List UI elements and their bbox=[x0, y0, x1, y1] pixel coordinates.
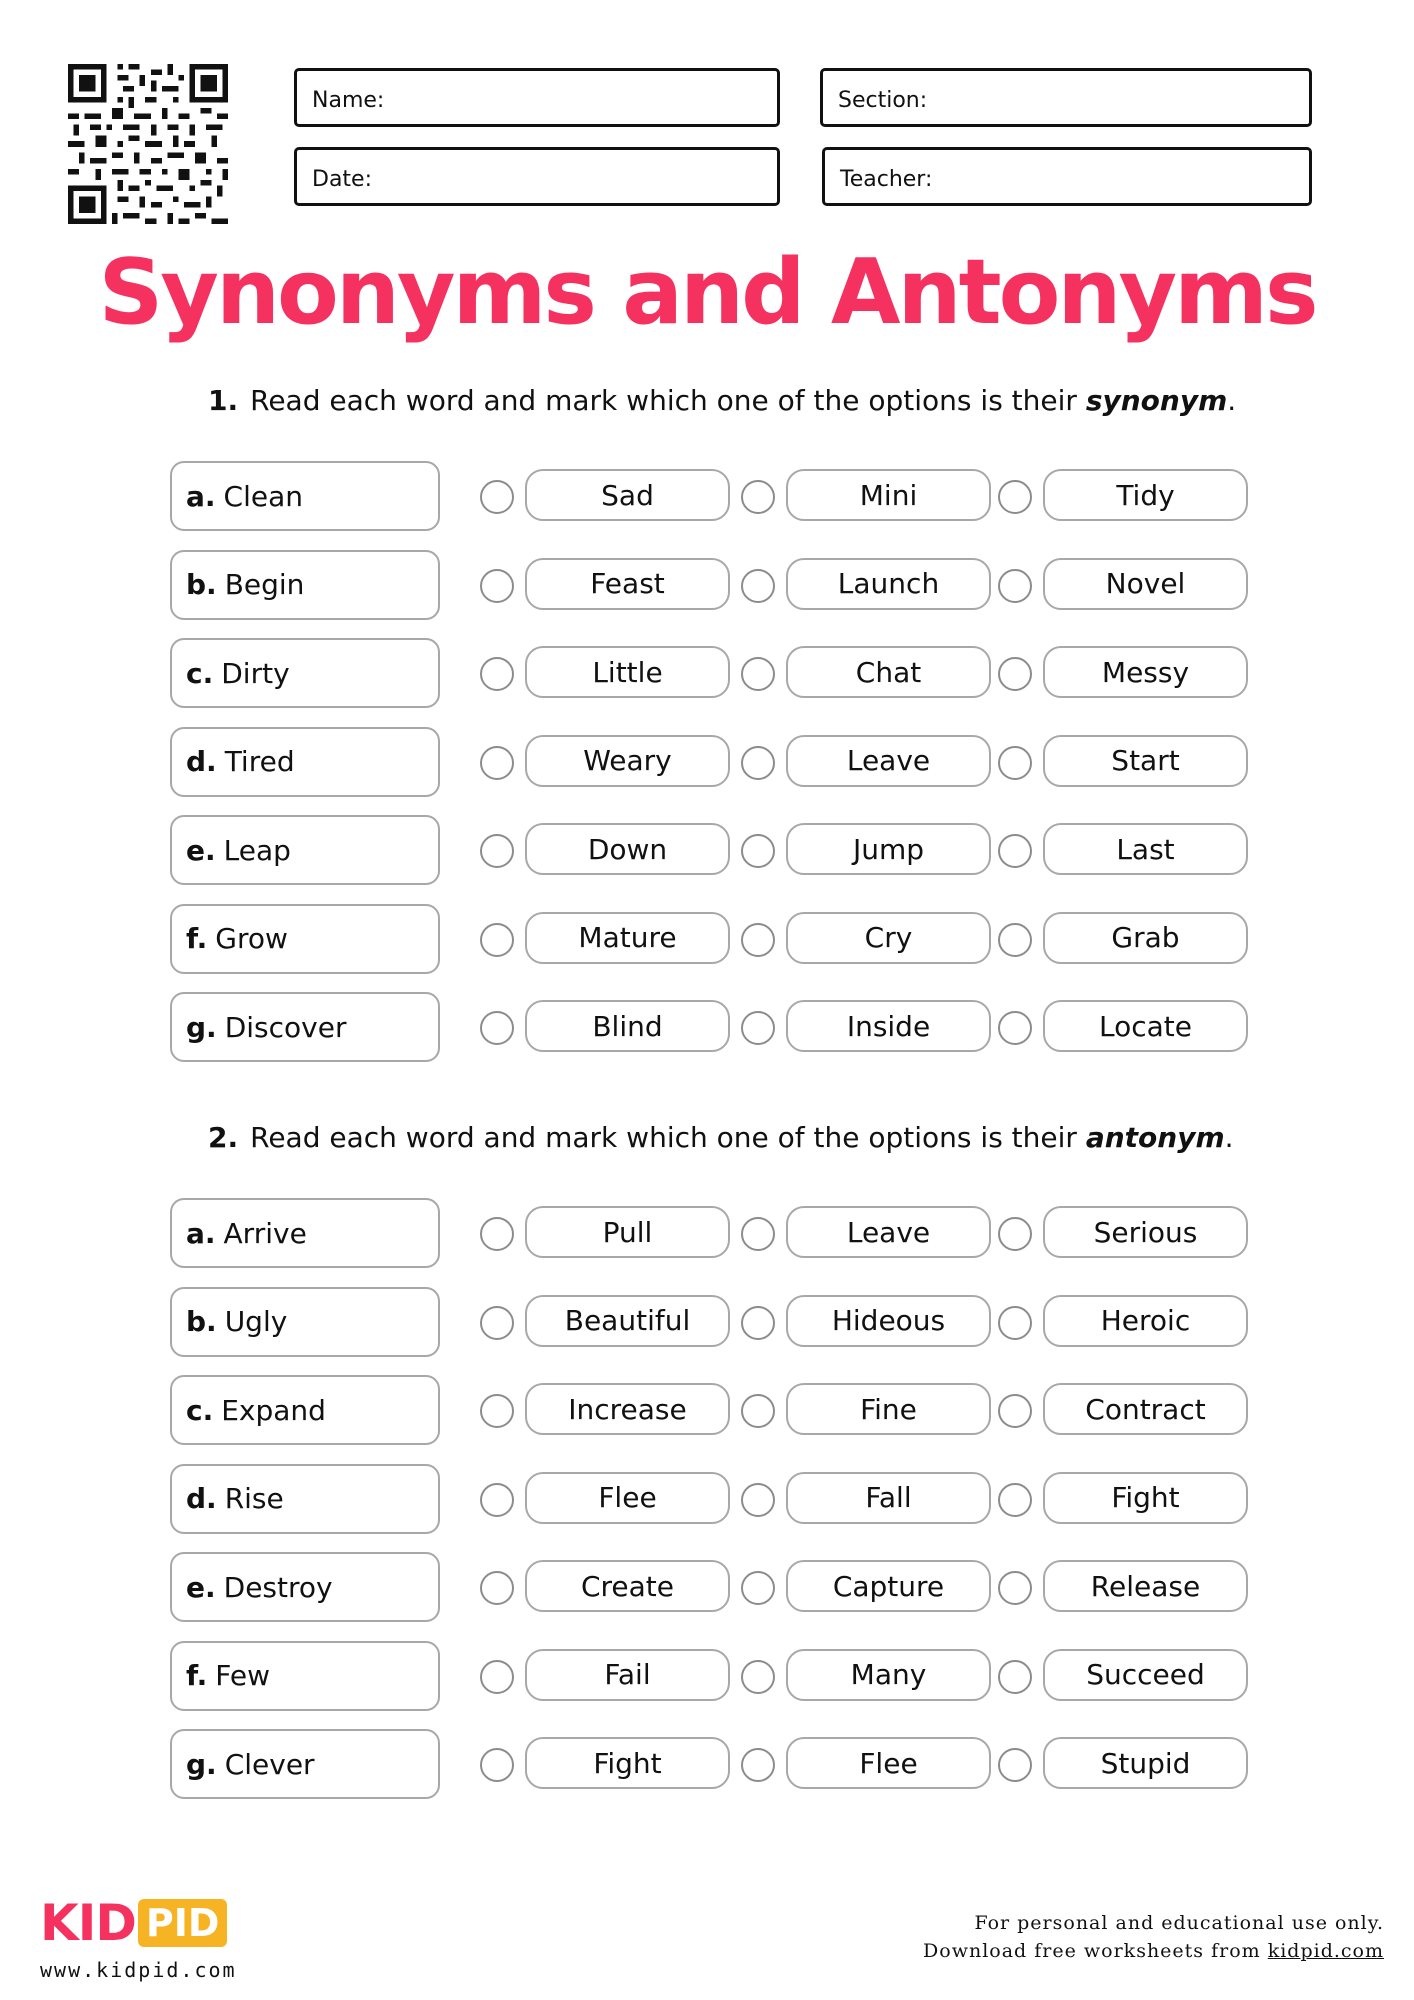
page-title: Synonyms and Antonyms bbox=[98, 240, 1316, 345]
question-word-box bbox=[170, 461, 440, 531]
question-letter: e. bbox=[186, 1570, 216, 1604]
option-box[interactable]: Capture bbox=[786, 1560, 991, 1612]
option-box[interactable]: Many bbox=[786, 1649, 991, 1701]
question-letter: d. bbox=[186, 1482, 217, 1515]
option-box[interactable]: Succeed bbox=[1043, 1649, 1248, 1701]
radio-circle-icon[interactable] bbox=[480, 569, 514, 603]
question-word-box bbox=[170, 1287, 440, 1357]
option-box[interactable]: Launch bbox=[786, 558, 991, 610]
question-word-box bbox=[170, 1464, 440, 1534]
question-letter: b. bbox=[186, 1305, 217, 1338]
question-word: Clean bbox=[223, 479, 303, 513]
radio-circle-icon[interactable] bbox=[480, 1748, 514, 1782]
question-word: Destroy bbox=[223, 1570, 333, 1604]
question-word: Few bbox=[215, 1659, 270, 1692]
option-box[interactable]: Beautiful bbox=[525, 1295, 730, 1347]
question-row bbox=[0, 461, 1414, 531]
question-row bbox=[0, 727, 1414, 797]
radio-circle-icon[interactable] bbox=[998, 1394, 1032, 1428]
option-box[interactable]: Flee bbox=[786, 1737, 991, 1789]
radio-circle-icon[interactable] bbox=[480, 657, 514, 691]
radio-circle-icon[interactable] bbox=[741, 834, 775, 868]
option-box[interactable]: Mature bbox=[525, 912, 730, 964]
option-box[interactable]: Leave bbox=[786, 735, 991, 787]
section2-keyword: antonym bbox=[1085, 1121, 1225, 1154]
kidpid-logo bbox=[40, 1895, 227, 1951]
option-box[interactable]: Little bbox=[525, 646, 730, 698]
question-word: Arrive bbox=[223, 1216, 307, 1250]
radio-circle-icon[interactable] bbox=[998, 834, 1032, 868]
question-row bbox=[0, 992, 1414, 1062]
section1-number: 1. bbox=[208, 384, 239, 417]
radio-circle-icon[interactable] bbox=[741, 1306, 775, 1340]
footer-line2-prefix: Download free worksheets from bbox=[923, 1940, 1268, 1962]
question-letter: c. bbox=[186, 1393, 214, 1427]
radio-circle-icon[interactable] bbox=[998, 480, 1032, 514]
option-box[interactable]: Fine bbox=[786, 1383, 991, 1435]
option-box[interactable]: Cry bbox=[786, 912, 991, 964]
radio-circle-icon[interactable] bbox=[741, 1748, 775, 1782]
section2-text: Read each word and mark which one of the options is their bbox=[250, 1121, 1086, 1154]
question-letter: d. bbox=[186, 745, 217, 778]
question-letter: g. bbox=[186, 1747, 217, 1781]
question-row bbox=[0, 815, 1414, 885]
option-box[interactable]: Mini bbox=[786, 469, 991, 521]
radio-circle-icon[interactable] bbox=[998, 1483, 1032, 1517]
option-box[interactable]: Last bbox=[1043, 823, 1248, 875]
question-word-box bbox=[170, 815, 440, 885]
name-field[interactable] bbox=[294, 68, 780, 127]
option-box[interactable]: Locate bbox=[1043, 1000, 1248, 1052]
question-row bbox=[0, 1464, 1414, 1534]
option-box[interactable]: Fall bbox=[786, 1472, 991, 1524]
option-box[interactable]: Serious bbox=[1043, 1206, 1248, 1258]
radio-circle-icon[interactable] bbox=[741, 1011, 775, 1045]
section2-instruction bbox=[208, 1121, 1234, 1154]
option-box[interactable]: Hideous bbox=[786, 1295, 991, 1347]
radio-circle-icon[interactable] bbox=[480, 1660, 514, 1694]
radio-circle-icon[interactable] bbox=[741, 657, 775, 691]
radio-circle-icon[interactable] bbox=[741, 923, 775, 957]
question-row bbox=[0, 1729, 1414, 1799]
option-box[interactable]: Feast bbox=[525, 558, 730, 610]
question-word: Dirty bbox=[221, 656, 290, 690]
section-label: Section: bbox=[838, 88, 928, 113]
radio-circle-icon[interactable] bbox=[998, 1571, 1032, 1605]
question-word-box bbox=[170, 992, 440, 1062]
radio-circle-icon[interactable] bbox=[998, 1217, 1032, 1251]
question-word: Grow bbox=[215, 922, 288, 955]
question-row bbox=[0, 1287, 1414, 1357]
radio-circle-icon[interactable] bbox=[480, 834, 514, 868]
radio-circle-icon[interactable] bbox=[998, 569, 1032, 603]
logo-url: www.kidpid.com bbox=[40, 1958, 237, 1982]
option-box[interactable]: Start bbox=[1043, 735, 1248, 787]
option-box[interactable]: Fight bbox=[1043, 1472, 1248, 1524]
option-box[interactable]: Weary bbox=[525, 735, 730, 787]
logo-kid-text: KID bbox=[40, 1894, 136, 1952]
radio-circle-icon[interactable] bbox=[741, 1571, 775, 1605]
question-word: Ugly bbox=[224, 1305, 288, 1338]
section1-keyword: synonym bbox=[1085, 384, 1228, 417]
option-box[interactable]: Messy bbox=[1043, 646, 1248, 698]
section2-number: 2. bbox=[208, 1121, 239, 1154]
radio-circle-icon[interactable] bbox=[480, 1394, 514, 1428]
radio-circle-icon[interactable] bbox=[741, 480, 775, 514]
radio-circle-icon[interactable] bbox=[480, 1306, 514, 1340]
footer-link[interactable]: kidpid.com bbox=[1267, 1940, 1384, 1962]
question-word: Rise bbox=[224, 1482, 284, 1515]
option-box[interactable]: Blind bbox=[525, 1000, 730, 1052]
option-box[interactable]: Stupid bbox=[1043, 1737, 1248, 1789]
option-box[interactable]: Create bbox=[525, 1560, 730, 1612]
option-box[interactable]: Novel bbox=[1043, 558, 1248, 610]
qr-code-icon bbox=[68, 64, 228, 224]
question-row bbox=[0, 1198, 1414, 1268]
radio-circle-icon[interactable] bbox=[741, 1660, 775, 1694]
radio-circle-icon[interactable] bbox=[480, 746, 514, 780]
section-field[interactable] bbox=[820, 68, 1312, 127]
date-field[interactable] bbox=[294, 147, 780, 206]
radio-circle-icon[interactable] bbox=[998, 1748, 1032, 1782]
radio-circle-icon[interactable] bbox=[998, 923, 1032, 957]
radio-circle-icon[interactable] bbox=[480, 1011, 514, 1045]
radio-circle-icon[interactable] bbox=[741, 1483, 775, 1517]
option-box[interactable]: Jump bbox=[786, 823, 991, 875]
question-letter: a. bbox=[186, 1216, 216, 1250]
question-word-box bbox=[170, 904, 440, 974]
option-box[interactable]: Sad bbox=[525, 469, 730, 521]
radio-circle-icon[interactable] bbox=[741, 1394, 775, 1428]
radio-circle-icon[interactable] bbox=[480, 1571, 514, 1605]
section2-punct: . bbox=[1224, 1121, 1234, 1154]
option-box[interactable]: Down bbox=[525, 823, 730, 875]
option-box[interactable]: Tidy bbox=[1043, 469, 1248, 521]
question-word: Begin bbox=[224, 568, 305, 601]
question-letter: a. bbox=[186, 479, 216, 513]
option-box[interactable]: Increase bbox=[525, 1383, 730, 1435]
question-word-box bbox=[170, 1729, 440, 1799]
radio-circle-icon[interactable] bbox=[741, 569, 775, 603]
logo-pid-text: PID bbox=[138, 1899, 228, 1947]
radio-circle-icon[interactable] bbox=[998, 1306, 1032, 1340]
radio-circle-icon[interactable] bbox=[998, 1660, 1032, 1694]
question-word-box bbox=[170, 1641, 440, 1711]
radio-circle-icon[interactable] bbox=[741, 746, 775, 780]
question-letter: c. bbox=[186, 656, 214, 690]
question-row bbox=[0, 638, 1414, 708]
question-letter: f. bbox=[186, 1659, 208, 1692]
question-letter: f. bbox=[186, 922, 208, 955]
question-letter: e. bbox=[186, 833, 216, 867]
question-row bbox=[0, 550, 1414, 620]
option-box[interactable]: Heroic bbox=[1043, 1295, 1248, 1347]
date-label: Date: bbox=[312, 167, 372, 192]
question-word: Expand bbox=[221, 1393, 326, 1427]
section1-punct: . bbox=[1227, 384, 1237, 417]
radio-circle-icon[interactable] bbox=[998, 657, 1032, 691]
radio-circle-icon[interactable] bbox=[998, 1011, 1032, 1045]
option-box[interactable]: Release bbox=[1043, 1560, 1248, 1612]
question-word: Leap bbox=[223, 833, 291, 867]
question-letter: g. bbox=[186, 1010, 217, 1044]
question-word: Tired bbox=[224, 745, 295, 778]
name-label: Name: bbox=[312, 88, 385, 113]
option-box[interactable]: Chat bbox=[786, 646, 991, 698]
question-row bbox=[0, 1375, 1414, 1445]
question-row bbox=[0, 1552, 1414, 1622]
teacher-label: Teacher: bbox=[840, 167, 933, 192]
question-word-box bbox=[170, 638, 440, 708]
option-box[interactable]: Inside bbox=[786, 1000, 991, 1052]
section1-text: Read each word and mark which one of the options is their bbox=[250, 384, 1086, 417]
teacher-field[interactable] bbox=[822, 147, 1312, 206]
question-word: Clever bbox=[224, 1747, 315, 1781]
option-box[interactable]: Flee bbox=[525, 1472, 730, 1524]
question-word-box bbox=[170, 727, 440, 797]
radio-circle-icon[interactable] bbox=[480, 1483, 514, 1517]
section1-instruction bbox=[208, 384, 1236, 417]
question-row bbox=[0, 1641, 1414, 1711]
option-box[interactable]: Fight bbox=[525, 1737, 730, 1789]
question-letter: b. bbox=[186, 568, 217, 601]
question-word-box bbox=[170, 1198, 440, 1268]
question-word-box bbox=[170, 1375, 440, 1445]
footer-line2 bbox=[923, 1940, 1384, 1962]
option-box[interactable]: Pull bbox=[525, 1206, 730, 1258]
option-box[interactable]: Grab bbox=[1043, 912, 1248, 964]
question-word: Discover bbox=[224, 1010, 347, 1044]
question-row bbox=[0, 904, 1414, 974]
option-box[interactable]: Fail bbox=[525, 1649, 730, 1701]
radio-circle-icon[interactable] bbox=[998, 746, 1032, 780]
radio-circle-icon[interactable] bbox=[741, 1217, 775, 1251]
radio-circle-icon[interactable] bbox=[480, 480, 514, 514]
radio-circle-icon[interactable] bbox=[480, 1217, 514, 1251]
radio-circle-icon[interactable] bbox=[480, 923, 514, 957]
option-box[interactable]: Leave bbox=[786, 1206, 991, 1258]
question-word-box bbox=[170, 1552, 440, 1622]
question-word-box bbox=[170, 550, 440, 620]
footer-line1: For personal and educational use only. bbox=[974, 1912, 1384, 1934]
option-box[interactable]: Contract bbox=[1043, 1383, 1248, 1435]
